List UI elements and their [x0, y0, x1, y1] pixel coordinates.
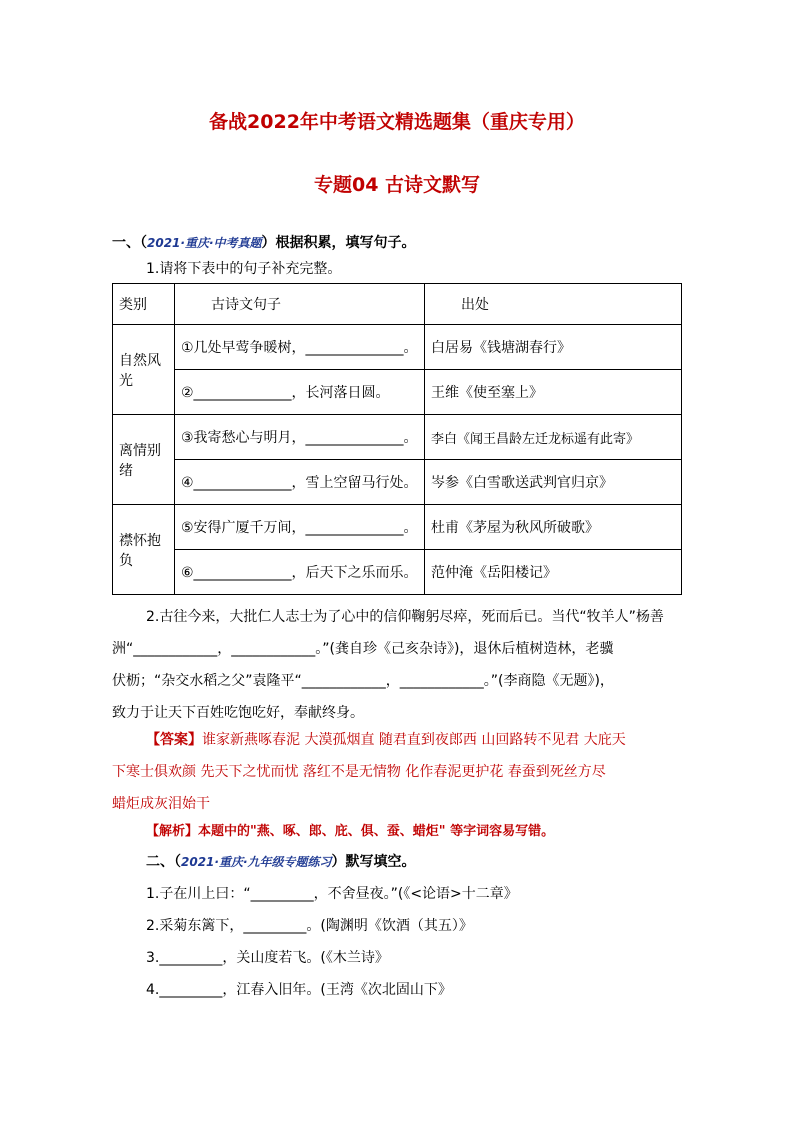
- doc-subtitle: 专题04 古诗文默写: [313, 174, 481, 196]
- analysis-text: 本题中的"燕、啄、郎、庇、俱、蚕、蜡炬" 等字词容易写错。: [198, 824, 555, 839]
- q1-head-suffix: ）根据积累，填写句子。: [261, 235, 416, 251]
- table-row: [113, 370, 682, 415]
- q1-sub2-line: 伏枥；“杂交水稻之父”袁隆平“____________，____________。”(李商隐《无题》)，: [112, 673, 614, 689]
- q2-item: 4._________，江春入旧年。(王湾《次北固山下》: [146, 982, 452, 998]
- analysis-line: [146, 822, 726, 842]
- source-cell: 白居易《钱塘湖春行》: [425, 325, 682, 370]
- source-cell: 王维《使至塞上》: [425, 370, 682, 415]
- category-cell: 自然风光: [113, 325, 175, 415]
- table-row: [113, 505, 682, 550]
- q1-sub2-line: 2.古往今来，大批仁人志士为了心中的信仰鞠躬尽瘁，死而后已。当代“牧羊人”杨善: [146, 609, 664, 625]
- sentence-cell: ⑥______________，后天下之乐而乐。: [175, 550, 425, 595]
- answer-block: [112, 724, 684, 820]
- q2-item: 3._________，关山度若飞。(《木兰诗》: [146, 950, 389, 966]
- answer-line: 下寒士俱欢颜 先天下之忧而忧 落红不是无情物 化作春泥更护花 春蚕到死丝方尽: [112, 764, 606, 780]
- q1-head-tag: 2021·重庆·中考真题: [147, 236, 262, 250]
- sentence-cell: ④______________，雪上空留马行处。: [175, 460, 425, 505]
- category-cell: 襟怀抱负: [113, 505, 175, 595]
- q2-head-tag: 2021·重庆·九年级专题练习: [181, 855, 332, 869]
- q2-head-prefix: 二、（: [146, 854, 181, 870]
- sentence-cell: ③我寄愁心与明月，______________。: [175, 415, 425, 460]
- analysis-label: 【解析】: [146, 824, 199, 839]
- question-2-heading: [146, 852, 726, 872]
- sentence-cell: ②______________，长河落日圆。: [175, 370, 425, 415]
- q2-item: 1.子在川上曰：“_________，不舍昼夜。”(《<论语>十二章》: [146, 886, 518, 902]
- q1-head-prefix: 一、（: [112, 235, 147, 251]
- sentence-cell: ⑤安得广厦千万间，______________。: [175, 505, 425, 550]
- header-sentence: 古诗文句子: [175, 284, 425, 325]
- table-row: [113, 415, 682, 460]
- table-row: [113, 460, 682, 505]
- source-cell: 岑参《白雪歌送武判官归京》: [425, 460, 682, 505]
- answer-line: 蜡炬成灰泪始干: [112, 796, 210, 812]
- q1-sub1: 1.请将下表中的句子补充完整。: [146, 261, 342, 277]
- table-row: [113, 550, 682, 595]
- source-cell: 范仲淹《岳阳楼记》: [425, 550, 682, 595]
- table-row: [113, 325, 682, 370]
- source-cell: 杜甫《茅屋为秋风所破歌》: [425, 505, 682, 550]
- answer-label: 【答案】: [146, 732, 202, 748]
- poem-table: [112, 283, 682, 595]
- category-cell: 离情别绪: [113, 415, 175, 505]
- table-header-row: [113, 284, 682, 325]
- q2-head-suffix: ）默写填空。: [331, 854, 416, 870]
- doc-title: 备战2022年中考语文精选题集（重庆专用）: [209, 111, 585, 133]
- q1-sub2-line: 致力于让天下百姓吃饱吃好，奉献终身。: [112, 705, 364, 721]
- source-cell: 李白《闻王昌龄左迁龙标遥有此寄》: [425, 415, 682, 460]
- q1-sub2-paragraph: [112, 601, 684, 729]
- question-1-heading: [112, 233, 692, 253]
- q2-item: 2.采菊东篱下，_________。(陶渊明《饮酒（其五）》: [146, 918, 473, 934]
- q1-sub2-line: 洲“____________，____________。”(龚自珍《己亥杂诗》)，退休后植树造林，老骥: [112, 641, 614, 657]
- header-category: 类别: [113, 284, 175, 325]
- q2-items: [146, 878, 686, 1006]
- sentence-cell: ①几处早莺争暖树，______________。: [175, 325, 425, 370]
- answer-line: 谁家新燕啄春泥 大漠孤烟直 随君直到夜郎西 山回路转不见君 大庇天: [202, 732, 626, 748]
- header-source: 出处: [425, 284, 682, 325]
